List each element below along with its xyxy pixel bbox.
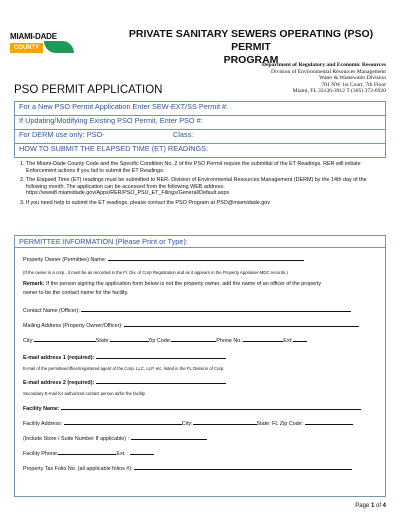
city-line[interactable] — [34, 336, 96, 342]
title-line-2: PROGRAM — [223, 54, 279, 66]
update-permit-label: If Updating/Modifying Existing PSO Permit, Enter PSO #: — [19, 116, 203, 125]
department-block — [206, 62, 386, 95]
facility-ext-label: Ext. : — [116, 451, 129, 457]
facility-zip-line[interactable] — [305, 419, 353, 425]
zip-label: Zip Code: — [147, 338, 172, 344]
email2-label: E-mail address 2 (required): — [23, 380, 95, 386]
application-title: PSO PERMIT APPLICATION — [14, 84, 163, 96]
phone-line[interactable] — [243, 336, 283, 342]
owner-field[interactable] — [23, 255, 304, 263]
mailing-label: Mailing Address (Property Owner/Officer): — [23, 323, 123, 329]
logo-text: MIAMI-DADE — [10, 32, 57, 41]
contact-label: Contact Name (Officer): — [23, 308, 80, 314]
permit-info-box — [14, 101, 386, 158]
remark-label: Remark: — [23, 281, 45, 287]
page-total: 4 — [382, 503, 386, 509]
include-store-label: (Include Store / Suite Number If applicable) : — [23, 436, 130, 442]
title-line-1: PRIVATE SANITARY SEWERS OPERATING (PSO) PERMIT — [128, 28, 374, 53]
city-label: City: — [23, 338, 34, 344]
remark-text: If the person signing the application form below is not the property owner, add the name of an officer of the property — [44, 281, 322, 287]
county-logo — [10, 30, 76, 56]
step-2: 2. The Elapsed Time (ET) readings must be submitted to RER- Division of Environmental Resources Management (DERM) by the 14th day of the following month. The application can be accessed from the following WEB address: https://www8.miamidade.gov/Apps/RER/PSO_PSU_ET_Filings/General/Default.aspx — [26, 177, 386, 197]
remark-line-2: owner to be the contact name for the facility. — [23, 290, 129, 296]
logo-swoosh — [44, 41, 74, 53]
mailing-field[interactable] — [23, 321, 359, 329]
city-state-row — [23, 336, 307, 344]
contact-line[interactable] — [81, 306, 351, 312]
division-name: Division of Environmental Resources Management — [271, 68, 386, 75]
submission-steps — [14, 161, 386, 210]
logo-county-label: COUNTY — [10, 43, 43, 53]
page-num: 1 — [370, 503, 375, 509]
folio-field[interactable] — [23, 464, 352, 472]
email1-note: E-mail of the permittee/officer/registered agent of the Corp. LLC, LLP, etc. listed in the FL Division of Corp. — [23, 366, 225, 371]
derm-use-label: For DERM use only: PSO- — [19, 130, 105, 139]
email1-label: E-mail address 1 (required): — [23, 355, 95, 361]
owner-line[interactable] — [108, 255, 304, 261]
folio-label: Property Tax Folio No. (all applicable folios #): — [23, 466, 133, 472]
step-3: 3. If you need help to submit the ET readings, please contact the PSO Program at PSO@miamidade.gov — [26, 200, 386, 207]
owner-label: Property Owner (Permittee) Name: — [23, 257, 107, 263]
update-permit-field[interactable] — [15, 116, 385, 130]
remark-line-1 — [23, 281, 321, 287]
email1-field[interactable] — [23, 353, 226, 361]
step-1: 1. The Miami-Dade County Code and the Specific Condition No. 2 of the PSO Permit require the submittal of the ET Readings. RER will initiate Enforcement actions if you fail to submit the ET Readings. — [26, 161, 386, 174]
facility-address-row — [23, 419, 353, 427]
section-name: Water & Wastewater Division — [319, 75, 386, 82]
facility-name-label: Facility Name: — [23, 406, 60, 412]
how-to-label: HOW TO SUBMIT THE ELAPSED TIME (ET) READINGS: — [19, 144, 209, 153]
permittee-heading: PERMITTEE INFORMATION (Please Print or Type): — [14, 235, 386, 247]
dept-name: Department of Regulatory and Economic Resources — [261, 62, 386, 68]
state-label: State: — [95, 338, 110, 344]
contact-field[interactable] — [23, 306, 351, 314]
zip-line[interactable] — [171, 336, 216, 342]
facility-phone-line[interactable] — [58, 449, 116, 455]
permittee-section — [14, 247, 386, 497]
facility-state-label: State: FL Zip Code: — [256, 421, 304, 427]
how-to-submit-heading — [15, 144, 385, 157]
facility-phone-label: Facility Phone: — [23, 451, 59, 457]
facility-name-line[interactable] — [61, 404, 361, 410]
include-store-line[interactable] — [131, 434, 207, 440]
facility-phone-row — [23, 449, 154, 457]
email2-field[interactable] — [23, 378, 226, 386]
dept-address: 701 NW 1st Court, 7th Floor — [321, 81, 386, 88]
new-permit-label: For a New PSO Permit Application Enter SEW-EXT/SS Permit #: — [19, 102, 229, 111]
facility-address-label: Facility Address: — [23, 421, 63, 427]
facility-address-line[interactable] — [64, 419, 182, 425]
email2-line[interactable] — [96, 378, 226, 384]
facility-city-label: City: — [181, 421, 193, 427]
include-store-field[interactable] — [23, 434, 207, 442]
facility-city-line[interactable] — [193, 419, 257, 425]
email1-line[interactable] — [96, 353, 226, 359]
facility-ext-line[interactable] — [130, 449, 154, 455]
mailing-line[interactable] — [124, 321, 359, 327]
derm-use-field[interactable] — [15, 130, 385, 144]
ext-label: Ext: — [283, 338, 293, 344]
owner-note: (If the owner is a corp., it must be as recorded in the Fl. Div. of Corp Registration and as it appears in the Property Appraiser-MDC records.) — [23, 270, 288, 275]
facility-name-field[interactable] — [23, 404, 361, 412]
new-permit-field[interactable] — [15, 102, 385, 116]
folio-line[interactable] — [134, 464, 352, 470]
dept-city-phone: Miami, FL 33136-3912 T (305) 372-6920 — [292, 88, 386, 95]
state-line[interactable] — [110, 336, 148, 342]
page-number — [355, 503, 386, 509]
ext-line[interactable] — [293, 336, 307, 342]
phone-label: Phone No.: — [216, 338, 244, 344]
page-prefix: Page — [355, 503, 371, 509]
email2-note: Secondary E-mail for authorized contact person at/for the facility — [23, 391, 146, 396]
page-of: of — [374, 503, 383, 509]
class-label: Class: — [173, 130, 194, 139]
